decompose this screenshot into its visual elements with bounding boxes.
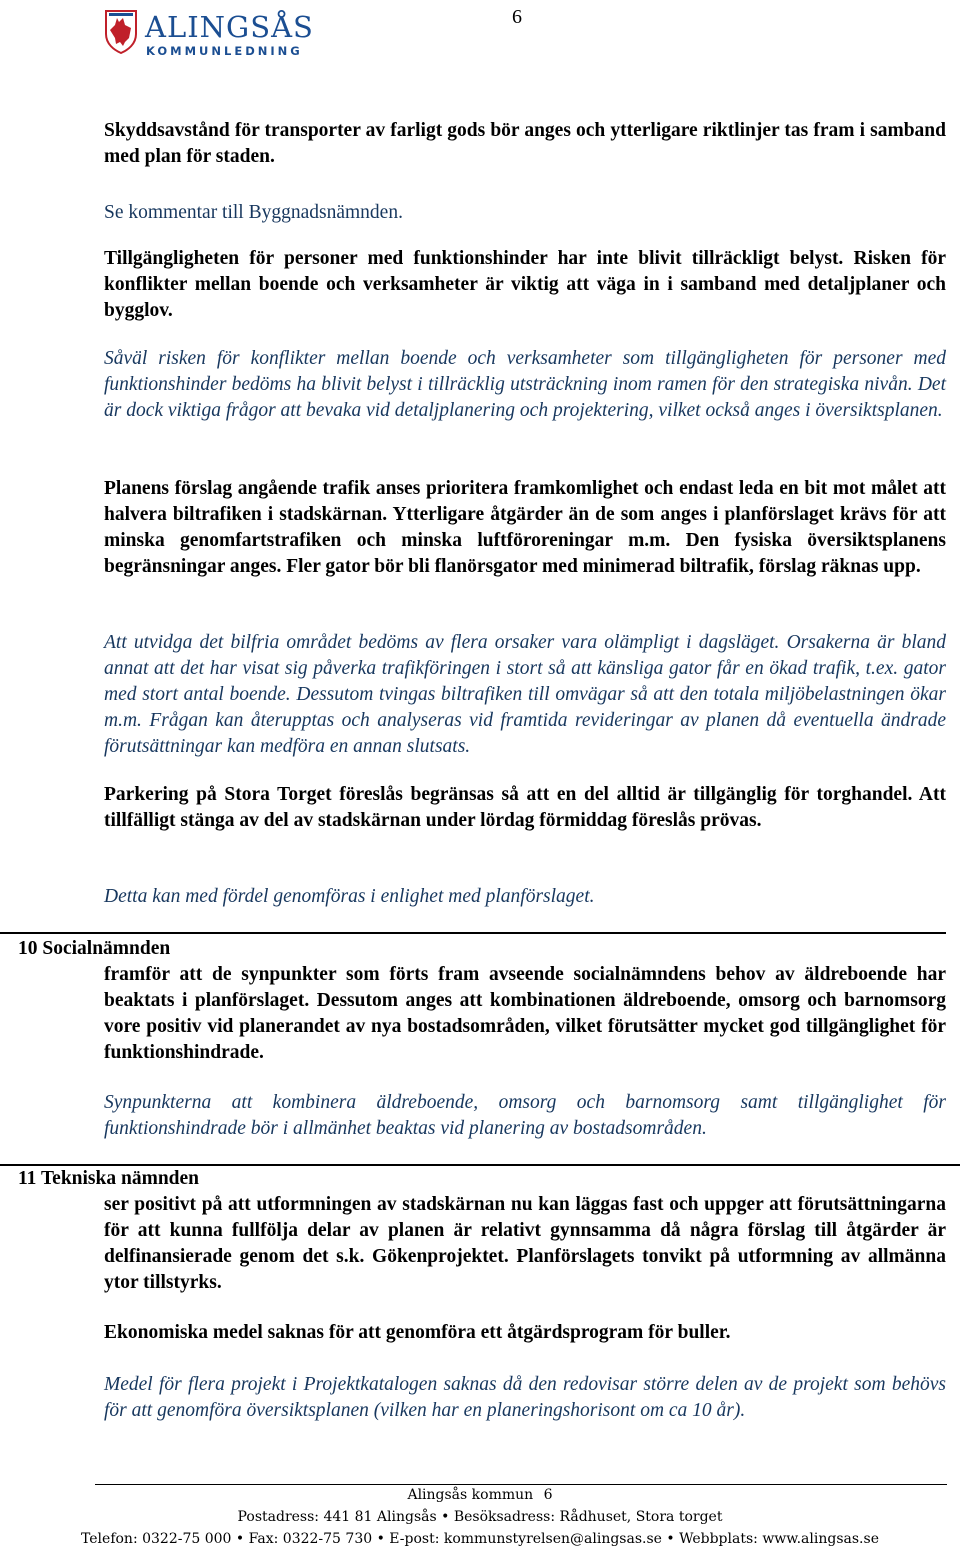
footer-org [0, 1486, 960, 1504]
paragraph-buller: Ekonomiska medel saknas för att genomföra ett åtgärdsprogram för buller. [104, 1322, 731, 1343]
paragraph-response-tillganglighet: Såväl risken för konflikter mellan boende och verksamheter som tillgängligheten för personer med funktionshinder bedöms ha blivit belyst i tillräcklig utsträckning inom ramen för den strategiska nivån. Det är dock viktiga frågor att bevaka vid detaljplanering och projektering, vilket också anges i översiktsplanen. [104, 348, 946, 421]
footer-divider [95, 1484, 947, 1485]
page-number: 6 [512, 6, 522, 28]
logo-subtitle: KOMMUNLEDNING [146, 44, 303, 58]
coat-of-arms-icon [103, 8, 139, 54]
section-heading-tekniska-namnden: 11 Tekniska nämnden [18, 1168, 200, 1189]
paragraph-tekniska-namnden: ser positivt på att utformningen av stadskärnan nu kan läggas fast och uppger att förutsättningarna för att kunna fullfölja delar av planen är relativt gynnsamma då några förslag till åtgärder är delfinansierade genom det s.k. Gökenprojektet. Planförslagets tonvikt på utformning av allmänna ytor tillstyrks. [104, 1194, 946, 1293]
logo-name: ALINGSÅS [145, 10, 314, 44]
paragraph-socialnamnden: framför att de synpunkter som förts fram avseende socialnämndens behov av äldreboende har beaktats i planförslaget. Dessutom anges att kombinationen äldreboende, omsorg och barnomsorg vore positiv vid planerandet av nya bostadsområden, vilket förutsätter mycket god tillgänglighet för funktionshindrade. [104, 964, 946, 1063]
section-heading-socialnamnden: 10 Socialnämnden [18, 938, 171, 959]
paragraph-parkering: Parkering på Stora Torget föreslås begränsas så att en del alltid är tillgänglig för torghandel. Att tillfälligt stänga av del av stadskärnan under lördag förmiddag föreslås prövas. [104, 784, 946, 831]
footer-address: Postadress: 441 81 Alingsås • Besöksadress: Rådhuset, Stora torget [237, 1509, 723, 1525]
paragraph-response-parkering: Detta kan med fördel genomföras i enlighet med planförslaget. [104, 886, 595, 907]
paragraph-response-projekt: Medel för flera projekt i Projektkatalogen saknas då den redovisar större delen av de projekt som behövs för att genomföra översiktsplanen (vilken har en planeringshorisont om ca 10 år). [104, 1374, 946, 1421]
section-divider [0, 932, 946, 934]
paragraph-tillganglighet: Tillgängligheten för personer med funktionshinder har inte blivit tillräckligt belyst. Risken för konflikter mellan boende och verksamheter är viktig att väga in i samband med detaljplaner och bygglov. [104, 248, 946, 321]
alingsas-logo [103, 8, 343, 56]
paragraph-farligt-gods: Skyddsavstånd för transporter av farligt gods bör anges och ytterligare riktlinjer tas fram i samband med plan för staden. [104, 120, 946, 167]
footer-org-name: Alingsås kommun [407, 1487, 534, 1503]
footer-contact: Telefon: 0322-75 000 • Fax: 0322-75 730 • E-post: kommunstyrelsen@alingsas.se • Webbplats: www.alingsas.se [81, 1531, 879, 1547]
paragraph-response-socialnamnden: Synpunkterna att kombinera äldreboende, omsorg och barnomsorg samt tillgänglighet för funktionshindrade bör i allmänhet beaktas vid planering av bostadsområden. [104, 1092, 946, 1139]
footer-page-number: 6 [543, 1487, 553, 1503]
paragraph-se-kommentar: Se kommentar till Byggnadsnämnden. [104, 202, 403, 223]
paragraph-trafik: Planens förslag angående trafik anses prioritera framkomlighet och endast leda en bit mot målet att halvera biltrafiken i stadskärnan. Ytterligare åtgärder än de som anges i planförslaget krävs för att minska genomfartstrafiken och minska luftföroreningar m.m. Den fysiska översiktsplanens begränsningar anges. Fler gator bör bli flanörsgator med minimerad biltrafik, förslag räknas upp. [104, 478, 946, 577]
paragraph-response-bilfria: Att utvidga det bilfria området bedöms av flera orsaker vara olämpligt i dagsläget. Orsakerna är bland annat att det har visat sig påverka trafikföringen i stort så att känsliga gator får en ökad trafik, t.ex. gator med stort antal boende. Dessutom tvingas biltrafiken till omvägar så att den totala miljöbelastningen ökar m.m. Frågan kan återupptas och analyseras vid framtida revideringar av planen då eventuella ändrade förutsättningar kan medföra en annan slutsats. [104, 632, 946, 757]
